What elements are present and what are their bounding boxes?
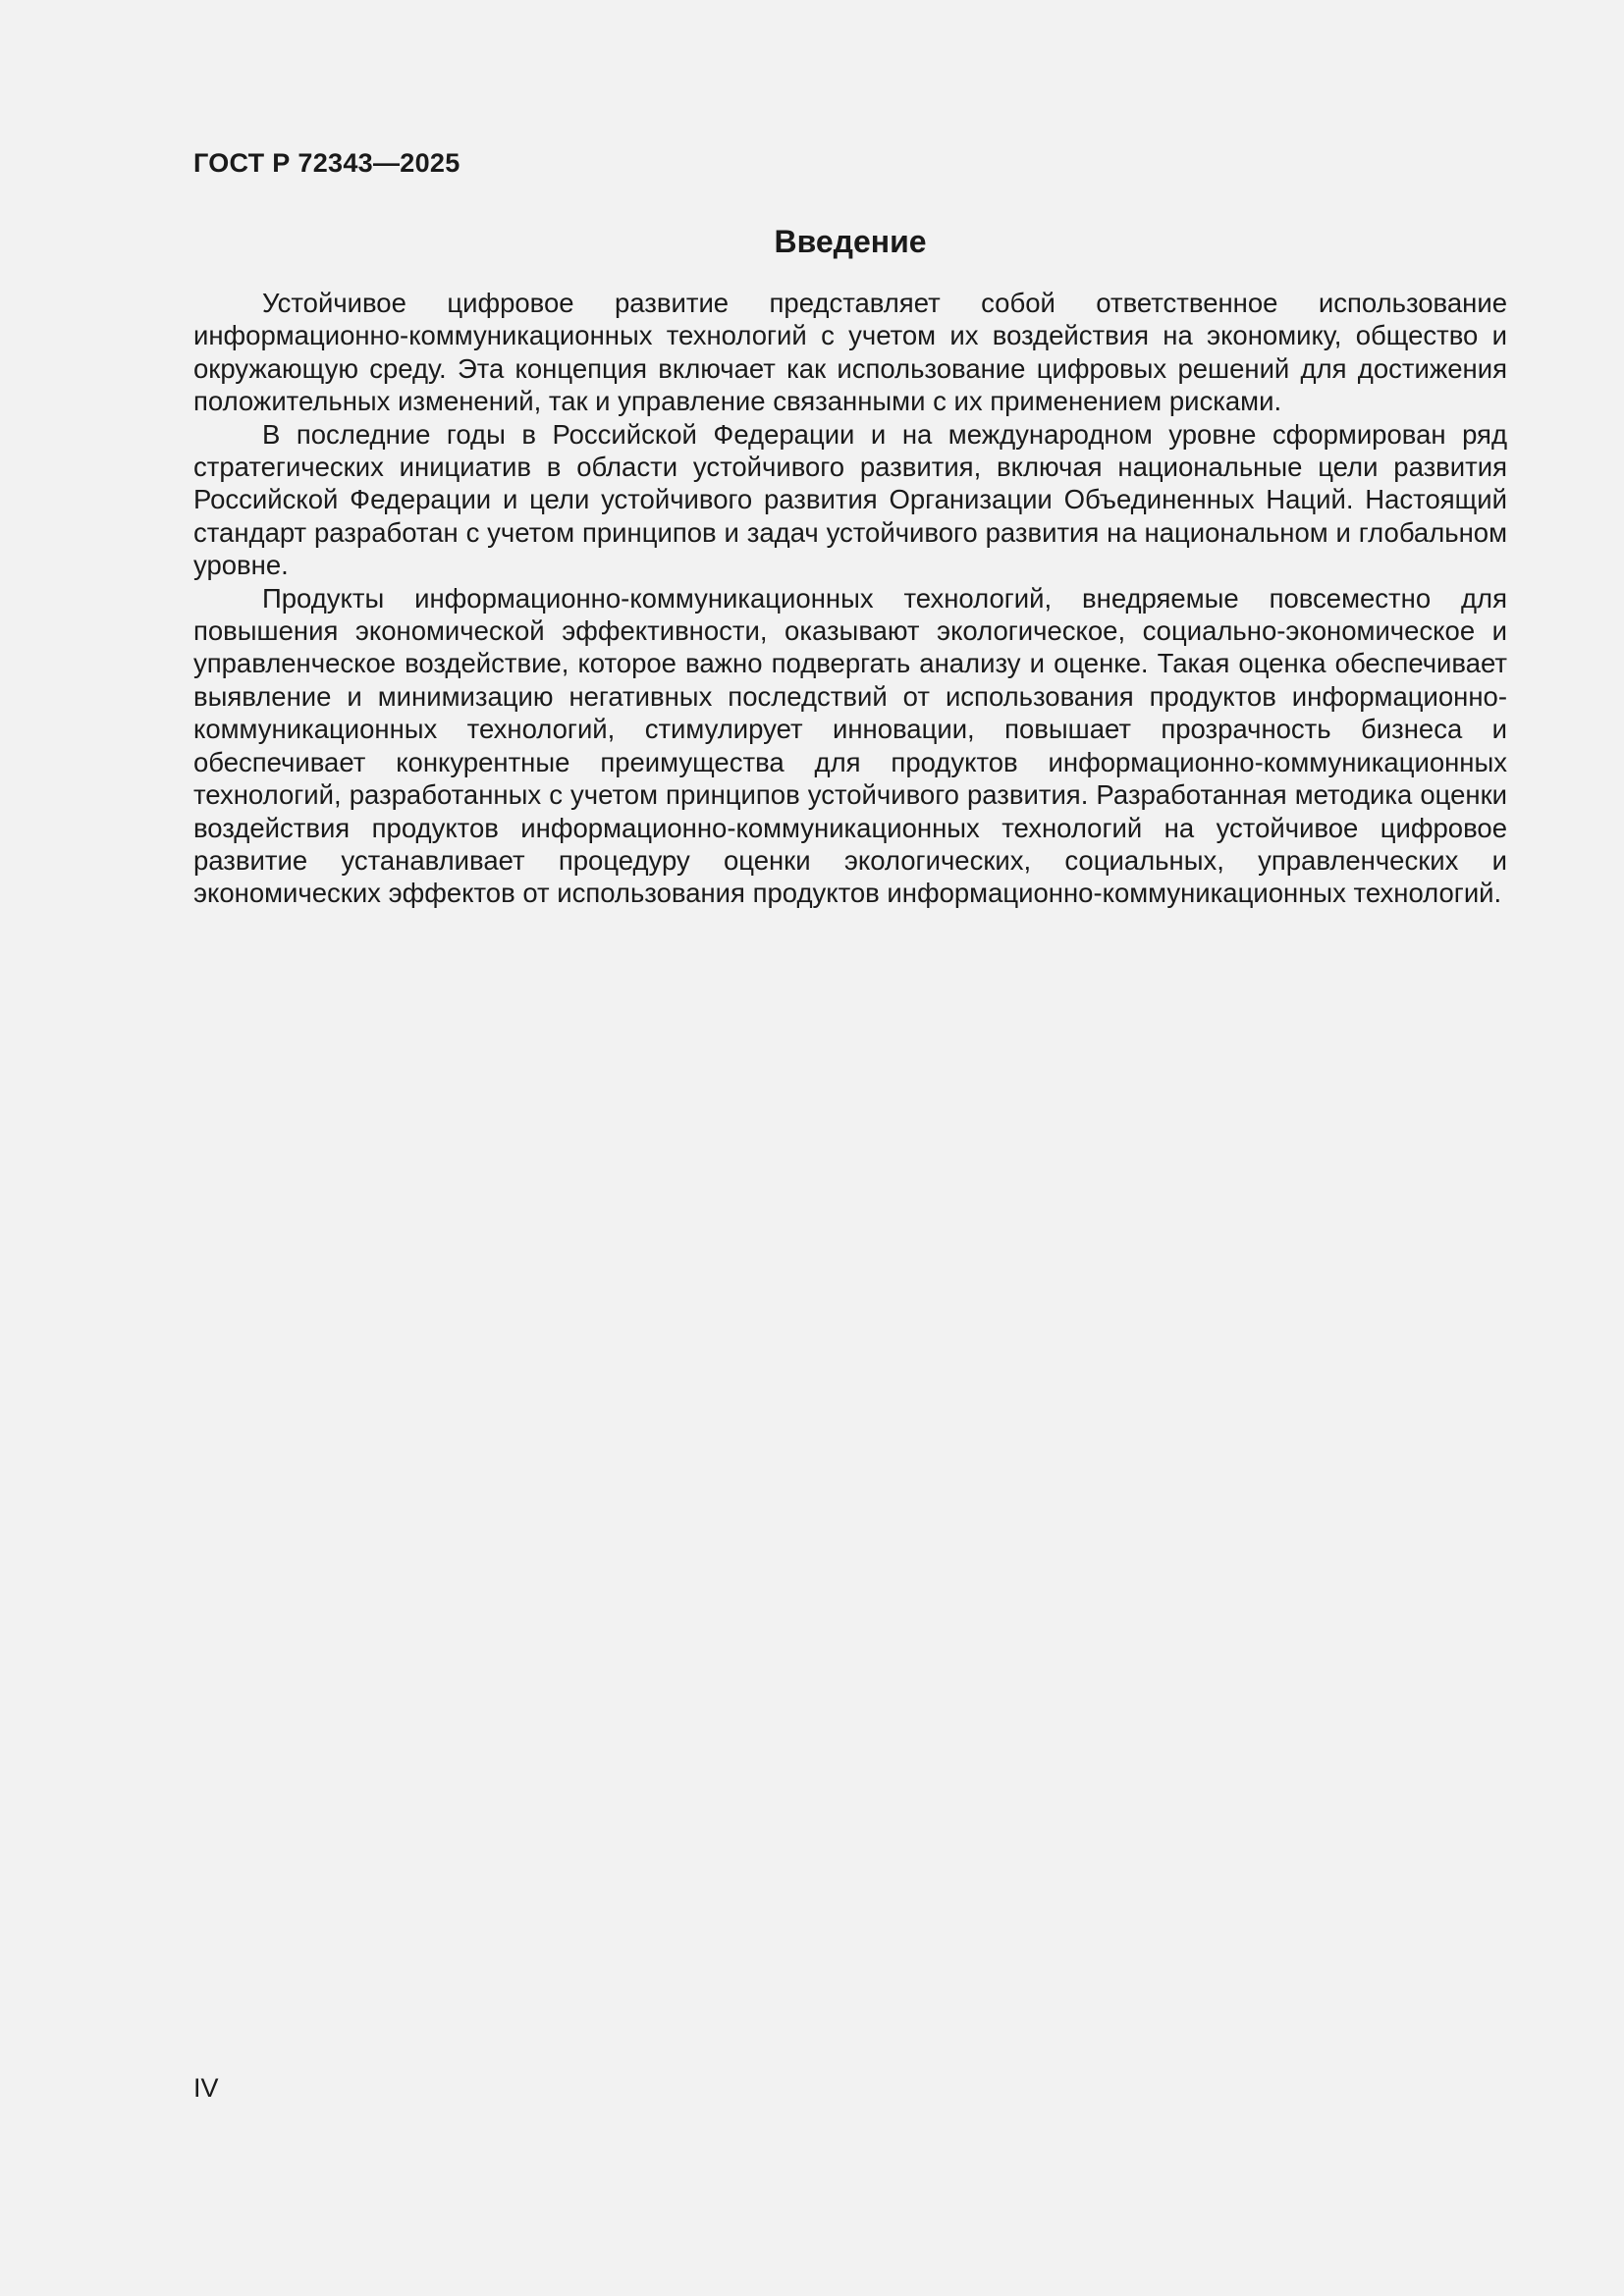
paragraph: Продукты информационно-коммуникационных технологий, внедряемые повсеместно для повышения экономической эффективности, оказывают экологическое, социально-экономическое и управленческое воздействие, которое важно подвергать анализу и оценке. Такая оценка обеспечивает выявление и минимизацию негативных последствий от использования продуктов информационно-коммуникационных технологий, стимулирует инновации, повышает прозрачность бизнеса и обеспечивает конкурентные преимущества для продуктов информационно-коммуникационных технологий, разработанных с учетом принципов устойчивого развития. Разработанная методика оценки воздействия продуктов информационно-коммуникационных технологий на устойчивое цифровое развитие устанавливает процедуру оценки экологических, социальных, управленческих и экономических эффектов от использования продуктов информационно-коммуникационных технологий. <box>193 582 1507 909</box>
paragraph: В последние годы в Российской Федерации и на международном уровне сформирован ряд стратегических инициатив в области устойчивого развития, включая национальные цели развития Российской Федерации и цели устойчивого развития Организации Объединенных Наций. Настоящий стандарт разработан с учетом принципов и задач устойчивого развития на национальном и глобальном уровне. <box>193 418 1507 581</box>
section-body <box>193 287 1507 910</box>
section-title: Введение <box>774 224 927 259</box>
page-number: IV <box>193 2073 219 2103</box>
paragraph: Устойчивое цифровое развитие представляет собой ответственное использование информационно-коммуникационных технологий с учетом их воздействия на экономику, общество и окружающую среду. Эта концепция включает как использование цифровых решений для достижения положительных изменений, так и управление связанными с их применением рисками. <box>193 288 1507 417</box>
document-code: ГОСТ Р 72343—2025 <box>193 148 460 178</box>
